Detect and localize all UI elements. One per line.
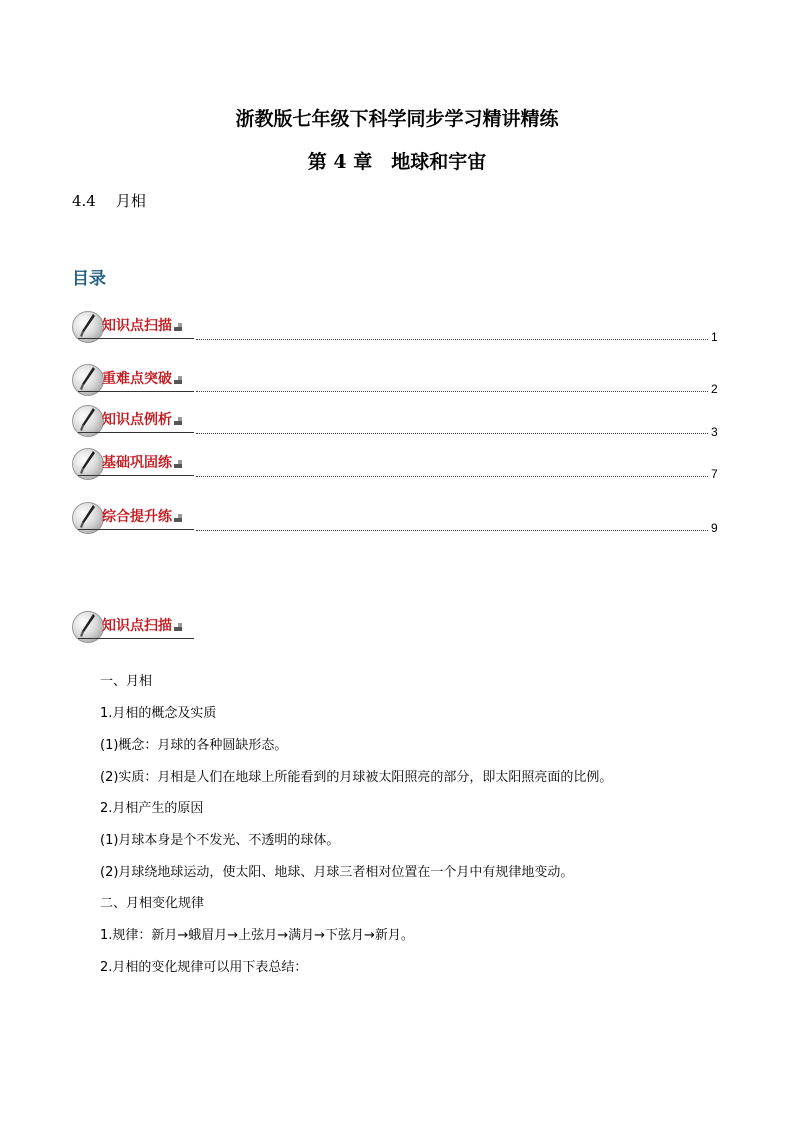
toc-item-5[interactable] — [72, 502, 194, 536]
content-line: 二、月相变化规律 — [100, 896, 205, 911]
section-title: 月相 — [115, 192, 146, 210]
chapter-title: 第 4 章 地球和宇宙 — [307, 151, 487, 173]
toc-item-label: 知识点扫描 — [102, 318, 172, 334]
toc-page-number[interactable]: 1 — [711, 330, 718, 344]
content-section-badge — [72, 611, 194, 645]
content-line: 2.月相产生的原因 — [100, 801, 204, 816]
content-line: (2)实质：月相是人们在地球上所能看到的月球被太阳照亮的部分，即太阳照亮面的比例。 — [100, 770, 613, 785]
toc-item-label: 知识点例析 — [102, 412, 172, 428]
corner-squares-icon — [174, 514, 182, 522]
toc-heading: 目录 — [72, 269, 106, 289]
content-line: 2.月相的变化规律可以用下表总结： — [100, 960, 308, 975]
toc-page-number[interactable]: 2 — [711, 382, 718, 396]
content-line: 一、月相 — [100, 674, 153, 689]
toc-leader — [196, 433, 708, 434]
toc-item-3[interactable] — [72, 405, 194, 439]
document-title: 浙教版七年级下科学同步学习精讲精练 — [235, 108, 559, 130]
content-line: (1)月球本身是个不发光、不透明的球体。 — [100, 833, 340, 848]
toc-leader — [196, 476, 708, 477]
toc-item-4[interactable] — [72, 448, 194, 482]
content-line: 1.月相的概念及实质 — [100, 706, 217, 721]
toc-item-label: 重难点突破 — [102, 371, 172, 387]
toc-leader — [196, 530, 708, 531]
toc-item-label: 综合提升练 — [102, 509, 172, 525]
toc-leader — [196, 339, 708, 340]
content-line: 1.规律：新月→蛾眉月→上弦月→满月→下弦月→新月。 — [100, 928, 414, 943]
corner-squares-icon — [174, 623, 182, 631]
toc-leader — [196, 391, 708, 392]
content-line: (2)月球绕地球运动，使太阳、地球、月球三者相对位置在一个月中有规律地变动。 — [100, 865, 574, 880]
toc-item-label: 基础巩固练 — [102, 455, 172, 471]
toc-page-number[interactable]: 9 — [711, 521, 718, 535]
toc-page-number[interactable]: 7 — [711, 467, 718, 481]
corner-squares-icon — [174, 460, 182, 468]
content-line: (1)概念：月球的各种圆缺形态。 — [100, 738, 288, 753]
corner-squares-icon — [174, 417, 182, 425]
corner-squares-icon — [174, 323, 182, 331]
toc-item-1[interactable] — [72, 311, 194, 345]
corner-squares-icon — [174, 376, 182, 384]
toc-item-2[interactable] — [72, 364, 194, 398]
section-badge-label: 知识点扫描 — [102, 618, 172, 634]
section-heading — [72, 190, 146, 211]
section-number: 4.4 — [72, 192, 96, 210]
toc-page-number[interactable]: 3 — [711, 425, 718, 439]
